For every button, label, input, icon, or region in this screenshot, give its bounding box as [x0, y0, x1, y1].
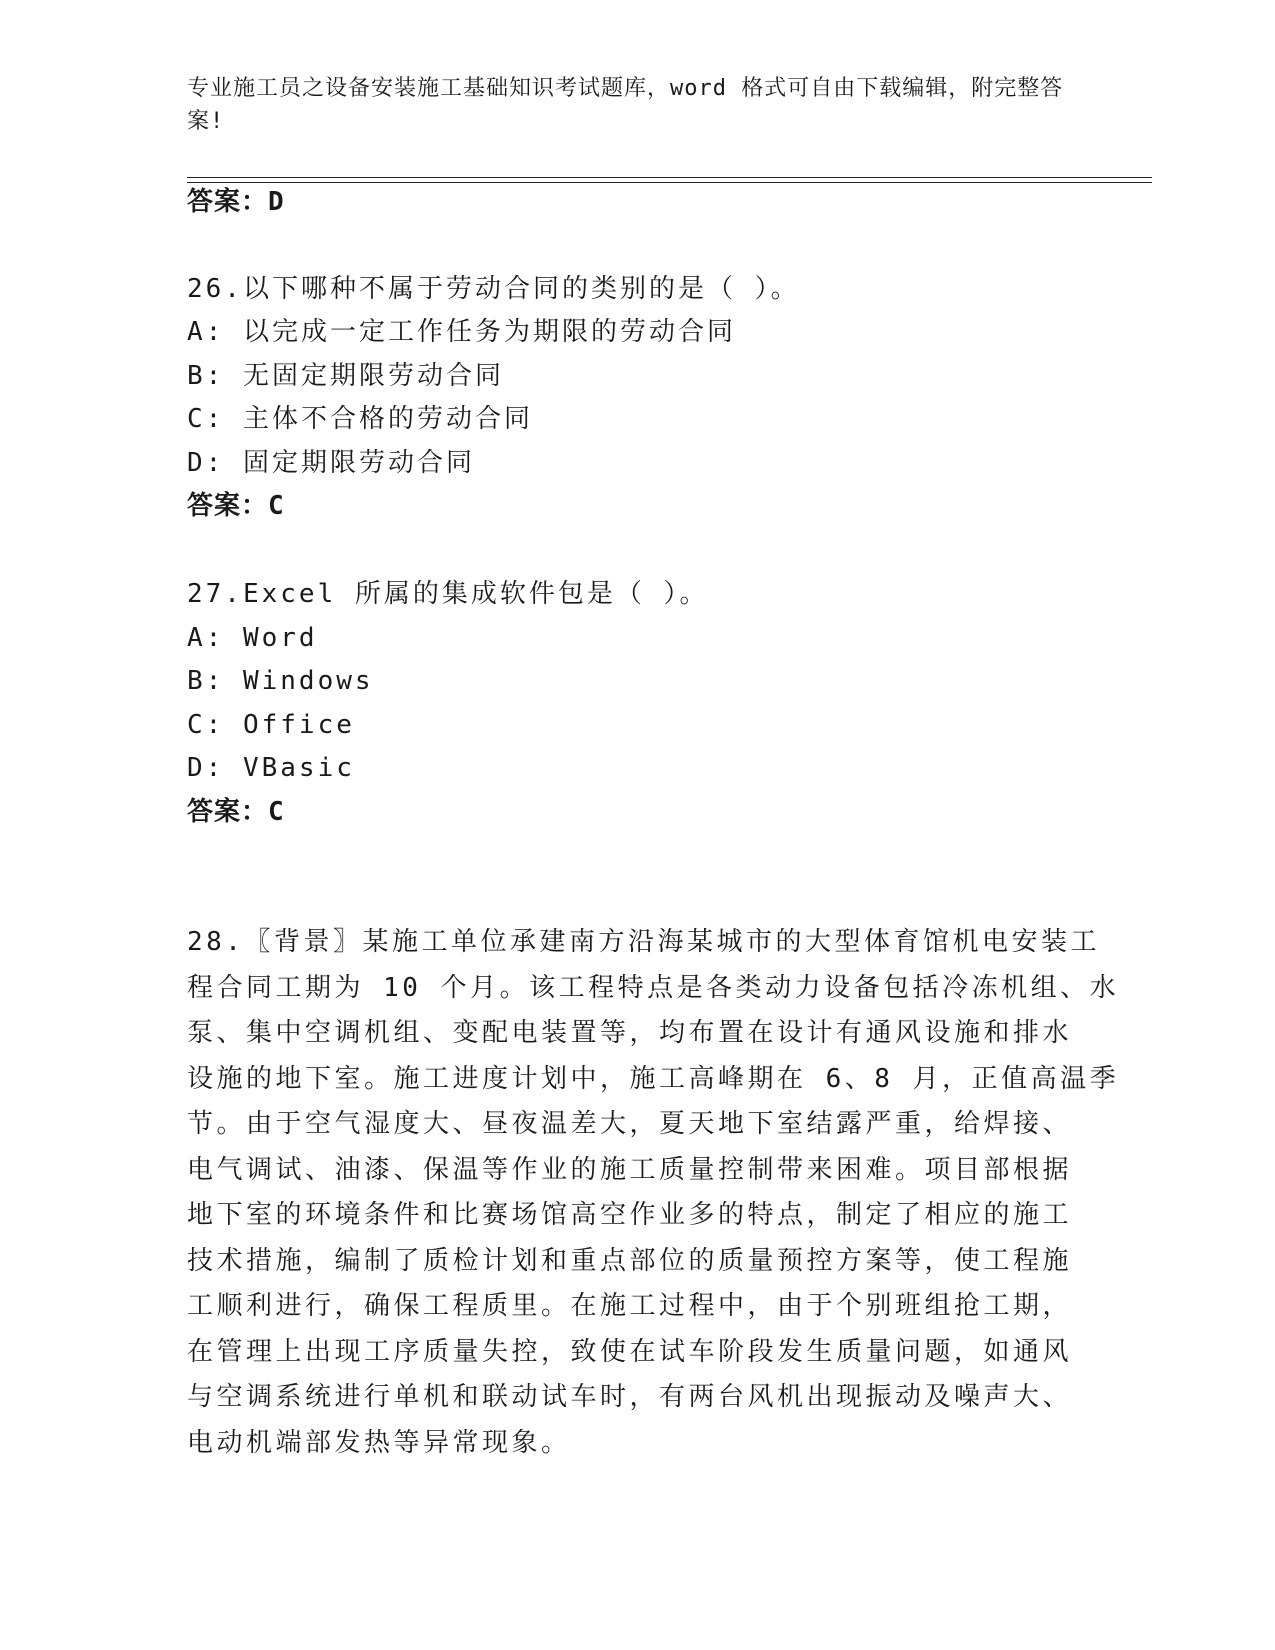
- question-26-stem: 26.以下哪种不属于劳动合同的类别的是（ ）。: [187, 274, 800, 304]
- answer-27: 答案：C: [187, 797, 285, 827]
- question-27-option-a: A: Word: [187, 623, 318, 653]
- question-28-paragraph: [187, 920, 1120, 1466]
- question-28-line: 节。由于空气湿度大、昼夜温差大，夏天地下室结露严重，给焊接、: [187, 1109, 1073, 1139]
- question-28-line: 与空调系统进行单机和联动试车时，有两台风机出现振动及噪声大、: [187, 1382, 1073, 1412]
- question-27-stem: 27.Excel 所属的集成软件包是（ ）。: [187, 579, 709, 609]
- answer-25: 答案：D: [187, 187, 285, 217]
- question-28-line: 工顺利进行，确保工程质里。在施工过程中，由于个别班组抢工期，: [187, 1291, 1073, 1321]
- header-divider-top: [187, 177, 1152, 178]
- question-28-line: 在管理上出现工序质量失控，致使在试车阶段发生质量问题，如通风: [187, 1336, 1073, 1367]
- question-28-line: 泵、集中空调机组、变配电装置等，均布置在设计有通风设施和排水: [187, 1018, 1073, 1048]
- question-27-option-d: D: VBasic: [187, 753, 355, 783]
- question-28-line: 28.〖背景〗某施工单位承建南方沿海某城市的大型体育馆机电安装工: [187, 927, 1100, 957]
- question-26-option-a: A: 以完成一定工作任务为期限的劳动合同: [187, 317, 736, 347]
- question-27-option-c: C: Office: [187, 710, 355, 740]
- question-26-option-d: D: 固定期限劳动合同: [187, 448, 475, 478]
- question-28-line: 电气调试、油漆、保温等作业的施工质量控制带来困难。项目部根据: [187, 1154, 1073, 1185]
- question-28-line: 设施的地下室。施工进度计划中，施工高峰期在 6、8 月，正值高温季: [187, 1063, 1120, 1094]
- question-26-option-c: C: 主体不合格的劳动合同: [187, 404, 533, 434]
- question-27-option-b: B: Windows: [187, 666, 374, 696]
- question-26-option-b: B: 无固定期限劳动合同: [187, 361, 504, 391]
- question-28-line: 程合同工期为 10 个月。该工程特点是各类动力设备包括冷冻机组、水: [187, 972, 1120, 1003]
- document-header: 专业施工员之设备安装施工基础知识考试题库，word 格式可自由下载编辑，附完整答案!: [187, 76, 1064, 134]
- answer-26: 答案：C: [187, 491, 285, 521]
- question-28-line: 地下室的环境条件和比赛场馆高空作业多的特点，制定了相应的施工: [187, 1200, 1073, 1230]
- header-divider-bottom: [187, 182, 1152, 183]
- question-28-line: 技术措施，编制了质检计划和重点部位的质量预控方案等，使工程施: [187, 1245, 1073, 1276]
- question-28-line: 电动机端部发热等异常现象。: [187, 1427, 571, 1458]
